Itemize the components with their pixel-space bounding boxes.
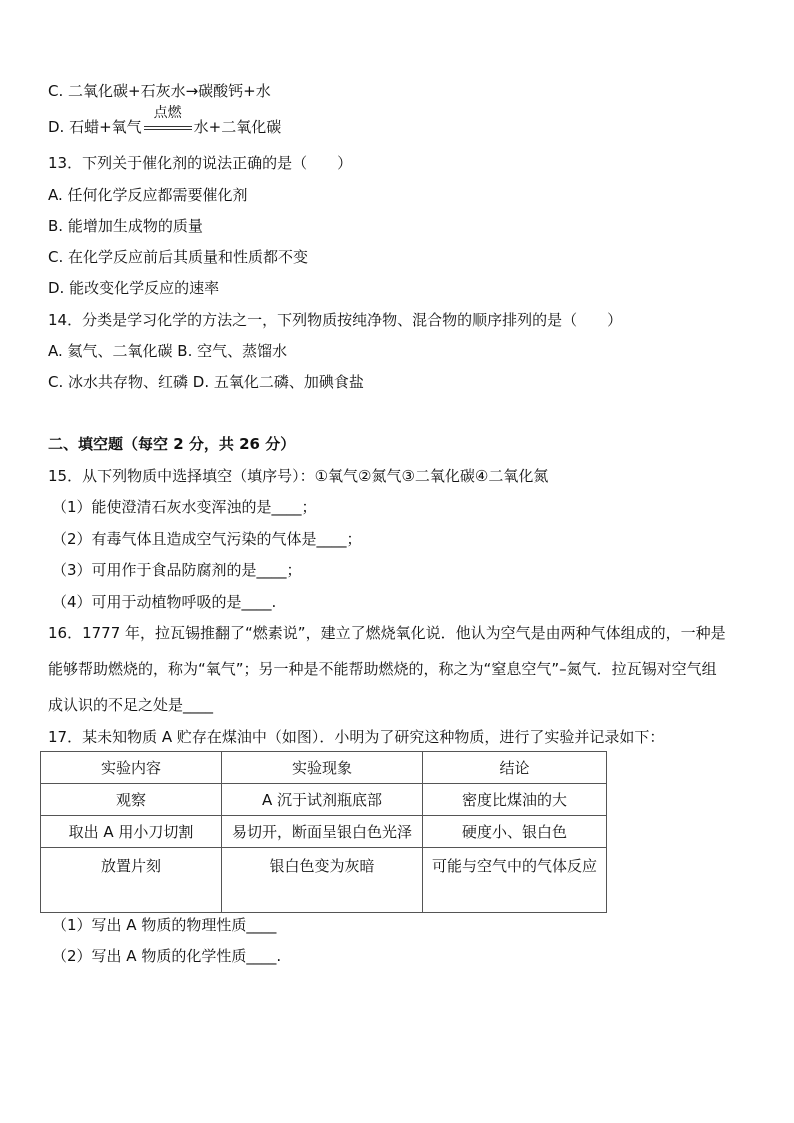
q14-options-cd: C. 冰水共存物、红磷 D. 五氧化二磷、加碘食盐 — [48, 373, 364, 391]
q16-line-1: 16．1777 年，拉瓦锡推翻了“燃素说”，建立了燃烧氧化说．他认为空气是由两种气体组成的，一种是 — [48, 624, 726, 642]
q15-item-3: （3）可用作于食品防腐剂的是____； — [52, 561, 302, 579]
q13-option-b: B. 能增加生成物的质量 — [48, 217, 203, 235]
q15-item-2: （2）有毒气体且造成空气污染的气体是____； — [52, 530, 362, 548]
table-row — [41, 784, 607, 816]
table-cell: 可能与空气中的气体反应 — [423, 848, 607, 913]
table-cell: 观察 — [41, 784, 222, 816]
table-header-cell: 实验现象 — [222, 752, 423, 784]
section-heading-fill-in: 二、填空题（每空 2 分，共 26 分） — [48, 435, 296, 453]
experiment-table — [40, 751, 607, 913]
q16-line-2: 能够帮助燃烧的，称为“氧气”；另一种是不能帮助燃烧的，称之为“窒息空气”–氮气．拉瓦锡对空气组 — [48, 660, 717, 678]
table-row — [41, 848, 607, 913]
table-cell: 银白色变为灰暗 — [222, 848, 423, 913]
table-cell: 易切开，断面呈银白色光泽 — [222, 816, 423, 848]
table-cell: A 沉于试剂瓶底部 — [222, 784, 423, 816]
table-header-cell: 结论 — [423, 752, 607, 784]
q16-line-3: 成认识的不足之处是____ — [48, 696, 214, 714]
q13-option-c: C. 在化学反应前后其质量和性质都不变 — [48, 248, 309, 266]
table-header-cell: 实验内容 — [41, 752, 222, 784]
q15-item-4: （4）可用于动植物呼吸的是____. — [52, 593, 277, 611]
q13-option-a: A. 任何化学反应都需要催化剂 — [48, 186, 248, 204]
q14-stem: 14．分类是学习化学的方法之一，下列物质按纯净物、混合物的顺序排列的是（ ） — [48, 311, 623, 329]
q12-option-d — [48, 105, 282, 137]
table-cell: 放置片刻 — [41, 848, 222, 913]
table-row — [41, 816, 607, 848]
q12-option-d-products: 水+二氧化碳 — [193, 118, 282, 136]
q15-item-1: （1）能使澄清石灰水变浑浊的是____； — [52, 498, 317, 516]
q15-stem: 15．从下列物质中选择填空（填序号）：①氧气②氮气③二氧化碳④二氧化氮 — [48, 467, 549, 485]
reaction-condition: 点燃 — [153, 105, 182, 121]
q12-option-d-reactants: D. 石蜡+氧气 — [48, 118, 142, 136]
q13-stem: 13．下列关于催化剂的说法正确的是（ ） — [48, 154, 353, 172]
q12-option-c: C. 二氧化碳+石灰水→碳酸钙+水 — [48, 82, 271, 100]
table-cell: 取出 A 用小刀切割 — [41, 816, 222, 848]
q13-option-d: D. 能改变化学反应的速率 — [48, 279, 220, 297]
q17-stem: 17．某未知物质 A 贮存在煤油中（如图）．小明为了研究这种物质，进行了实验并记录如下： — [48, 728, 665, 746]
q17-item-2: （2）写出 A 物质的化学性质____. — [52, 947, 282, 965]
table-cell: 硬度小、银白色 — [423, 816, 607, 848]
table-header-row — [41, 752, 607, 784]
q14-options-ab: A. 氦气、二氧化碳 B. 空气、蒸馏水 — [48, 342, 288, 360]
reaction-condition-arrow — [142, 105, 194, 137]
table-cell: 密度比煤油的大 — [423, 784, 607, 816]
q17-item-1: （1）写出 A 物质的物理性质____ — [52, 916, 277, 934]
